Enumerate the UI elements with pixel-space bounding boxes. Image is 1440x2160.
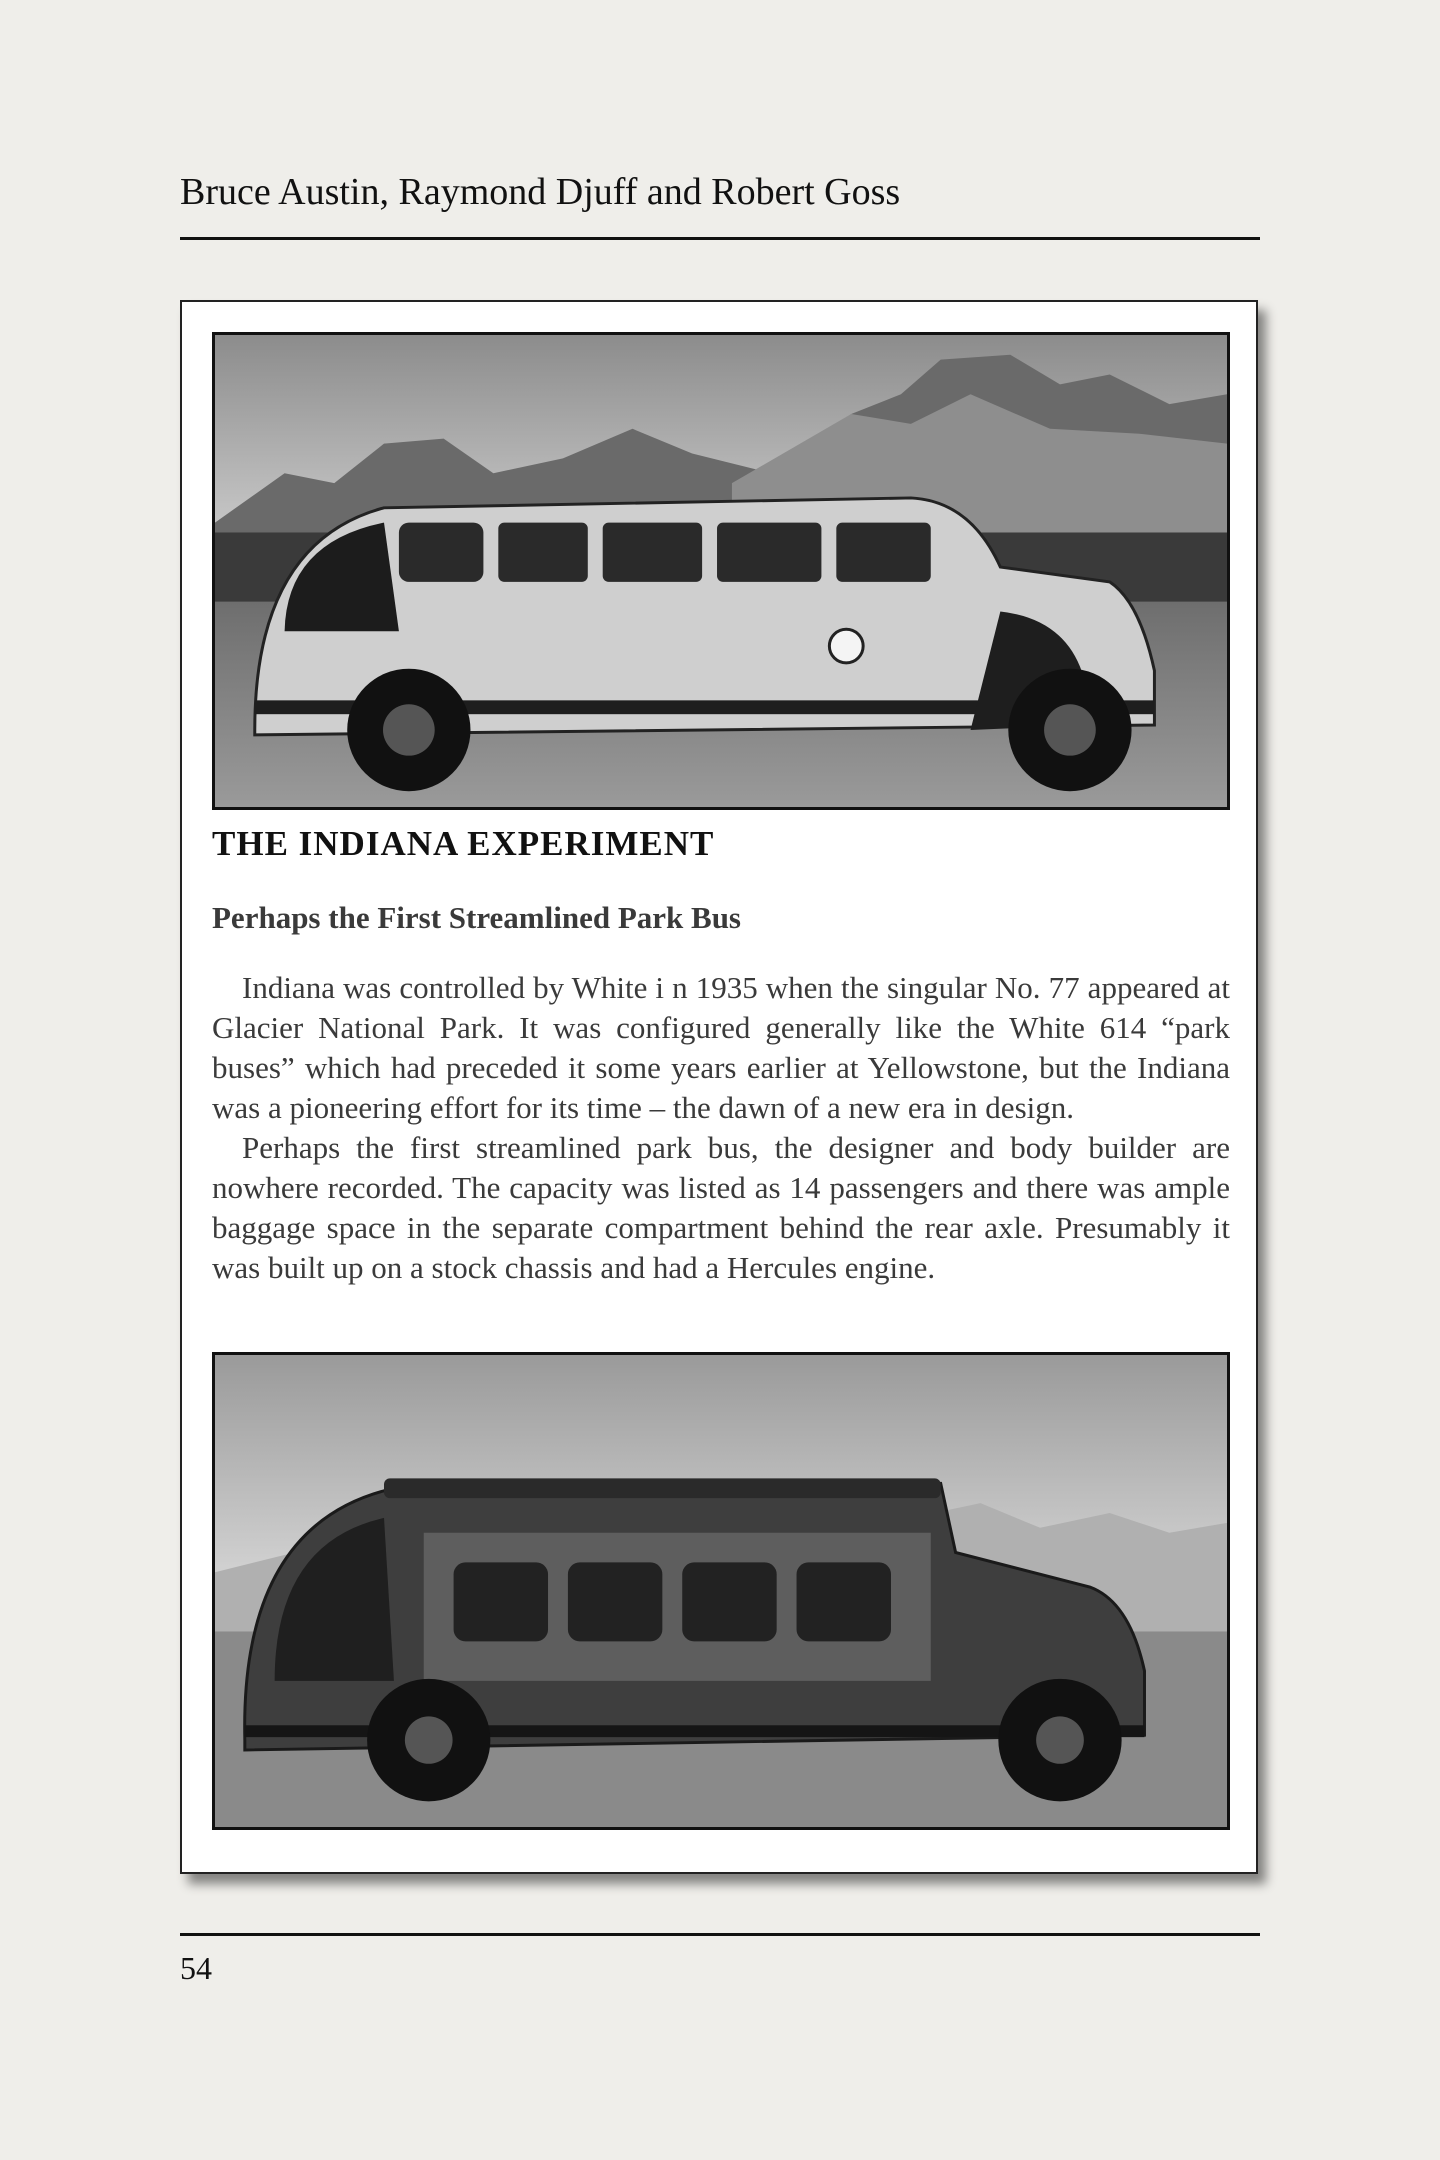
running-header-authors: Bruce Austin, Raymond Djuff and Robert Goss (180, 171, 901, 213)
photo-bus-open-side (212, 1352, 1230, 1830)
paragraph: Perhaps the first streamlined park bus, the designer and body builder are nowhere recorded. The capacity was listed as 14 passengers and there was ample baggage space in the separate compartment behind the rear axle. Presumably it was built up on a stock chassis and had a Hercules engine. (212, 1130, 1230, 1285)
section-title: THE INDIANA EXPERIMENT (212, 824, 715, 863)
header-rule (180, 237, 1260, 240)
section-subtitle: Perhaps the First Streamlined Park Bus (212, 900, 741, 935)
page-number: 54 (180, 1950, 212, 1986)
photo-bus-enclosed (212, 332, 1230, 810)
article-body (212, 968, 1230, 1288)
footer-rule (180, 1933, 1260, 1936)
paragraph: Indiana was controlled by White i n 1935 when the singular No. 77 appeared at Glacier National Park. It was configured generally like the White 614 “park buses” which had preceded it some years earlier at Yellowstone, but the Indiana was a pioneering effort for its time – the dawn of a new era in design. (212, 970, 1230, 1125)
content-card (180, 300, 1258, 1874)
